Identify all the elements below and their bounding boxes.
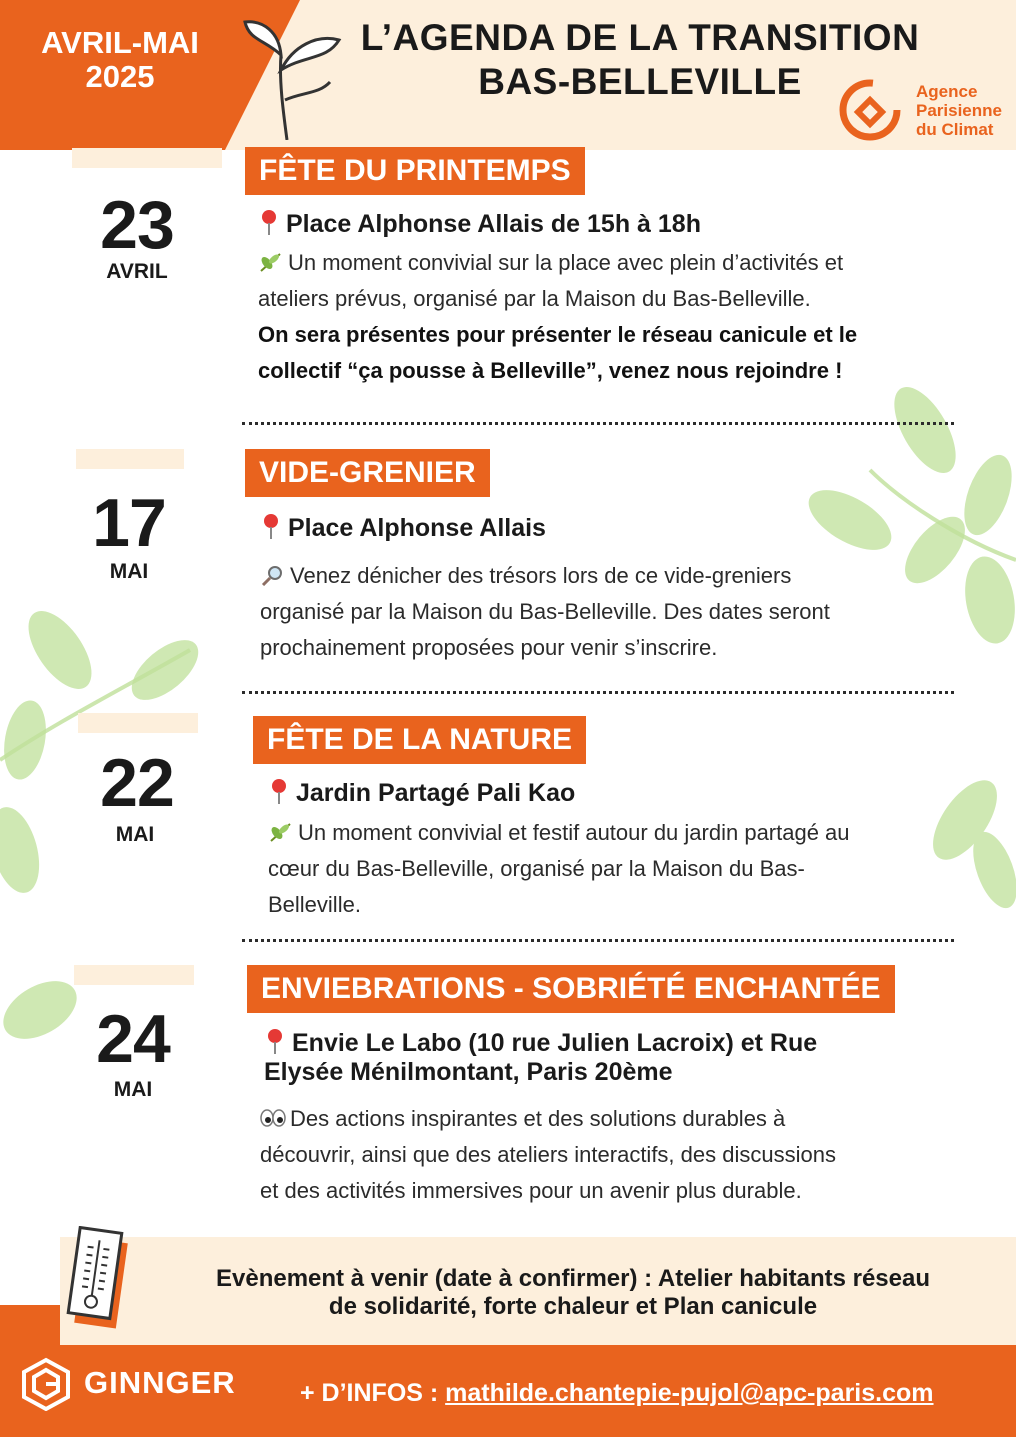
event-description xyxy=(260,558,950,666)
event-desc-line: découvrir, ainsi que des ateliers interactifs, des discussions xyxy=(260,1142,836,1167)
event-place-text: Elysée Ménilmontant, Paris 20ème xyxy=(264,1058,673,1086)
event-title: FÊTE DE LA NATURE xyxy=(253,716,586,764)
event-desc-line: Des actions inspirantes et des solutions durables à xyxy=(290,1106,786,1131)
event-desc-bold-line: On sera présentes pour présenter le réseau canicule et le xyxy=(258,322,858,347)
event-place-text: Place Alphonse Allais de 15h à 18h xyxy=(286,210,701,238)
apc-mark-icon xyxy=(838,78,904,142)
event-description xyxy=(258,245,958,389)
period-months: AVRIL-MAI xyxy=(41,25,199,60)
apc-text xyxy=(916,82,1002,139)
page-title-line1: L’AGENDA DE LA TRANSITION xyxy=(360,17,920,58)
pin-icon xyxy=(260,512,282,540)
event-title: FÊTE DU PRINTEMPS xyxy=(245,147,585,195)
divider xyxy=(242,691,954,694)
leaf-icon xyxy=(258,251,284,273)
event-desc-line: Un moment convivial sur la place avec plein d’activités et xyxy=(288,250,844,275)
event-desc-line: ateliers prévus, organisé par la Maison du Bas-Belleville. xyxy=(258,286,811,311)
date-tab xyxy=(76,449,184,469)
leaf-icon xyxy=(268,821,294,843)
contact-label: + D’INFOS : xyxy=(300,1379,446,1407)
event-desc-line: Belleville. xyxy=(268,892,361,917)
date-tab xyxy=(78,713,198,733)
event-place xyxy=(260,512,546,543)
event-description xyxy=(268,815,958,923)
date-tab xyxy=(74,965,194,985)
event-desc-line: cœur du Bas-Belleville, organisé par la Maison du Bas- xyxy=(268,856,805,881)
event-title: ENVIEBRATIONS - SOBRIÉTÉ ENCHANTÉE xyxy=(247,965,895,1013)
upcoming-event-line: de solidarité, forte chaleur et Plan canicule xyxy=(328,1293,818,1320)
apc-logo xyxy=(838,78,1013,142)
period-year: 2025 xyxy=(85,59,155,94)
pin-icon xyxy=(258,208,280,236)
event-day: 23 xyxy=(100,187,174,263)
divider xyxy=(242,422,954,425)
thermometer-icon xyxy=(66,1226,136,1330)
event-title: VIDE-GRENIER xyxy=(245,449,490,497)
event-day: 24 xyxy=(96,1001,170,1077)
apc-text-line2: Parisienne xyxy=(916,101,1002,120)
period-label xyxy=(20,26,220,94)
event-desc-line: Venez dénicher des trésors lors de ce vide-greniers xyxy=(290,563,792,588)
event-place xyxy=(264,1027,964,1087)
event-month: MAI xyxy=(113,1078,153,1101)
event-desc-line: et des activités immersives pour un avenir plus durable. xyxy=(260,1178,802,1203)
divider xyxy=(242,939,954,942)
event-place-text: Envie Le Labo (10 rue Julien Lacroix) et Rue xyxy=(292,1029,818,1057)
eyes-icon xyxy=(260,1107,286,1129)
magnifier-icon xyxy=(260,564,286,586)
ginnger-mark-icon xyxy=(20,1357,72,1411)
contact-email-link[interactable]: mathilde.chantepie-pujol@apc-paris.com xyxy=(445,1379,934,1407)
pin-icon xyxy=(268,777,290,805)
event-place-text: Place Alphonse Allais xyxy=(288,514,546,542)
pin-icon xyxy=(264,1027,286,1055)
sprout-icon xyxy=(235,0,345,140)
page-title-line2: BAS-BELLEVILLE xyxy=(478,61,802,102)
event-place-text: Jardin Partagé Pali Kao xyxy=(296,779,576,807)
event-desc-line: Un moment convivial et festif autour du jardin partagé au xyxy=(298,820,850,845)
apc-text-line3: du Climat xyxy=(916,120,994,139)
ginnger-wordmark: GINNGER xyxy=(84,1365,236,1400)
date-tab xyxy=(72,148,222,168)
ginnger-logo xyxy=(20,1357,270,1411)
event-month: MAI xyxy=(109,560,149,583)
event-desc-line: organisé par la Maison du Bas-Belleville. Des dates seront xyxy=(260,599,830,624)
event-place xyxy=(268,777,575,808)
upcoming-event-text xyxy=(160,1265,986,1321)
event-day: 22 xyxy=(100,745,174,821)
event-month: AVRIL xyxy=(106,260,168,283)
event-month: MAI xyxy=(115,823,155,846)
upcoming-event-line: Evènement à venir (date à confirmer) : Atelier habitants réseau xyxy=(215,1265,930,1292)
apc-text-line1: Agence xyxy=(916,82,978,101)
contact-line xyxy=(300,1378,934,1408)
event-day: 17 xyxy=(92,485,166,561)
event-place xyxy=(258,208,701,239)
event-desc-bold-line: collectif “ça pousse à Belleville”, venez nous rejoindre ! xyxy=(258,358,843,383)
event-desc-line: prochainement proposées pour venir s’inscrire. xyxy=(260,635,718,660)
event-description xyxy=(260,1101,960,1209)
